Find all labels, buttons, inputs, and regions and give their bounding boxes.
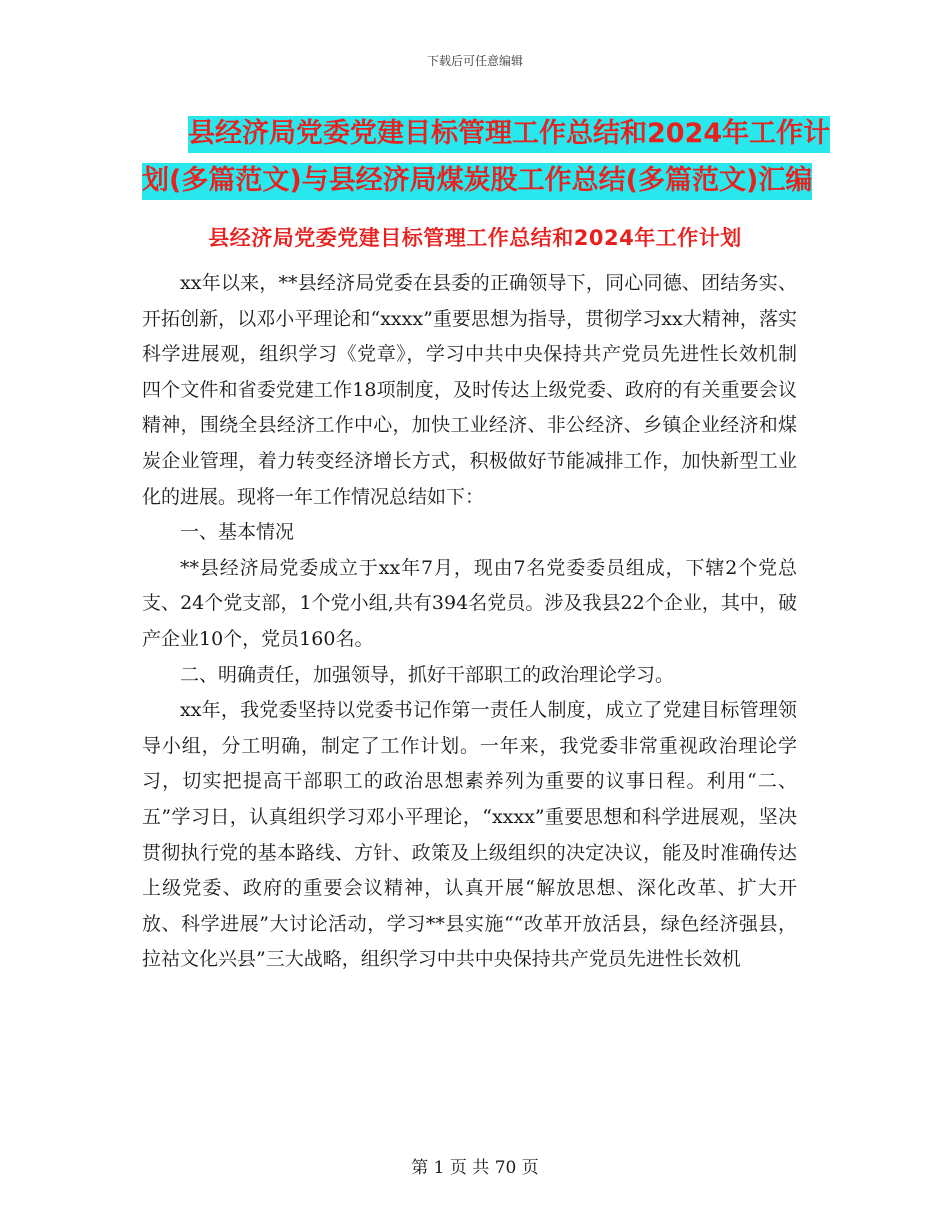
body-paragraph-responsibility: xx年，我党委坚持以党委书记作第一责任人制度，成立了党建目标管理领导小组，分工明确，制定了工作计划。一年来，我党委非常重视政治理论学习，切实把提高干部职工的政治思想素养列为重要的议事日程。利用“二、五”学习日，认真组织学习邓小平理论，“xxxx”重要思想和科学进展观，坚决贯彻执行党的基本路线、方针、政策及上级组织的决定决议，能及时准确传达上级党委、政府的重要会议精神，认真开展“解放思想、深化改革、扩大开放、科学进展”大讨论活动，学习**县实施““改革开放活县，绿色经济强县，拉祜文化兴县”三大战略，组织学习中共中央保持共产党员先进性长效机 xyxy=(142,699,797,971)
section-heading-responsibility: 二、明确责任，加强领导，抓好干部职工的政治理论学习。 xyxy=(180,663,675,686)
body-paragraph-intro: xx年以来，**县经济局党委在县委的正确领导下，同心同德、团结务实、开拓创新，以邓小平理论和“xxxx”重要思想为指导，贯彻学习xx大精神，落实科学进展观，组织学习《党章》，学习中共中央保持共产党员先进性长效机制四个文件和省委党建工作18项制度，及时传达上级党委、政府的有关重要会议精神，围绕全县经济工作中心，加快工业经济、非公经济、乡镇企业经济和煤炭企业管理，着力转变经济增长方式，积极做好节能减排工作，加快新型工业化的进展。现将一年工作情况总结如下： xyxy=(142,272,797,508)
body-paragraph-basic-situation: **县经济局党委成立于xx年7月，现由7名党委委员组成，下辖2个党总支、24个党支部，1个党小组,共有394名党员。涉及我县22个企业，其中，破产企业10个，党员160名。 xyxy=(142,556,797,650)
main-title-line-2-text: 划(多篇范文)与县经济局煤炭股工作总结(多篇范文)汇编 xyxy=(142,163,812,200)
page-number-footer: 第 1 页 共 70 页 xyxy=(411,1158,539,1178)
main-title-line-1-text: 县经济局党委党建目标管理工作总结和2024年工作计 xyxy=(188,116,830,153)
section-title: 县经济局党委党建目标管理工作总结和2024年工作计划 xyxy=(208,226,742,250)
page-header-note: 下载后可任意编辑 xyxy=(426,54,523,68)
main-title-line-2 xyxy=(142,157,832,204)
document-body xyxy=(142,266,797,978)
main-title-line-1 xyxy=(142,110,832,157)
section-heading-basic-situation: 一、基本情况 xyxy=(180,521,295,544)
document-main-title xyxy=(142,110,832,204)
